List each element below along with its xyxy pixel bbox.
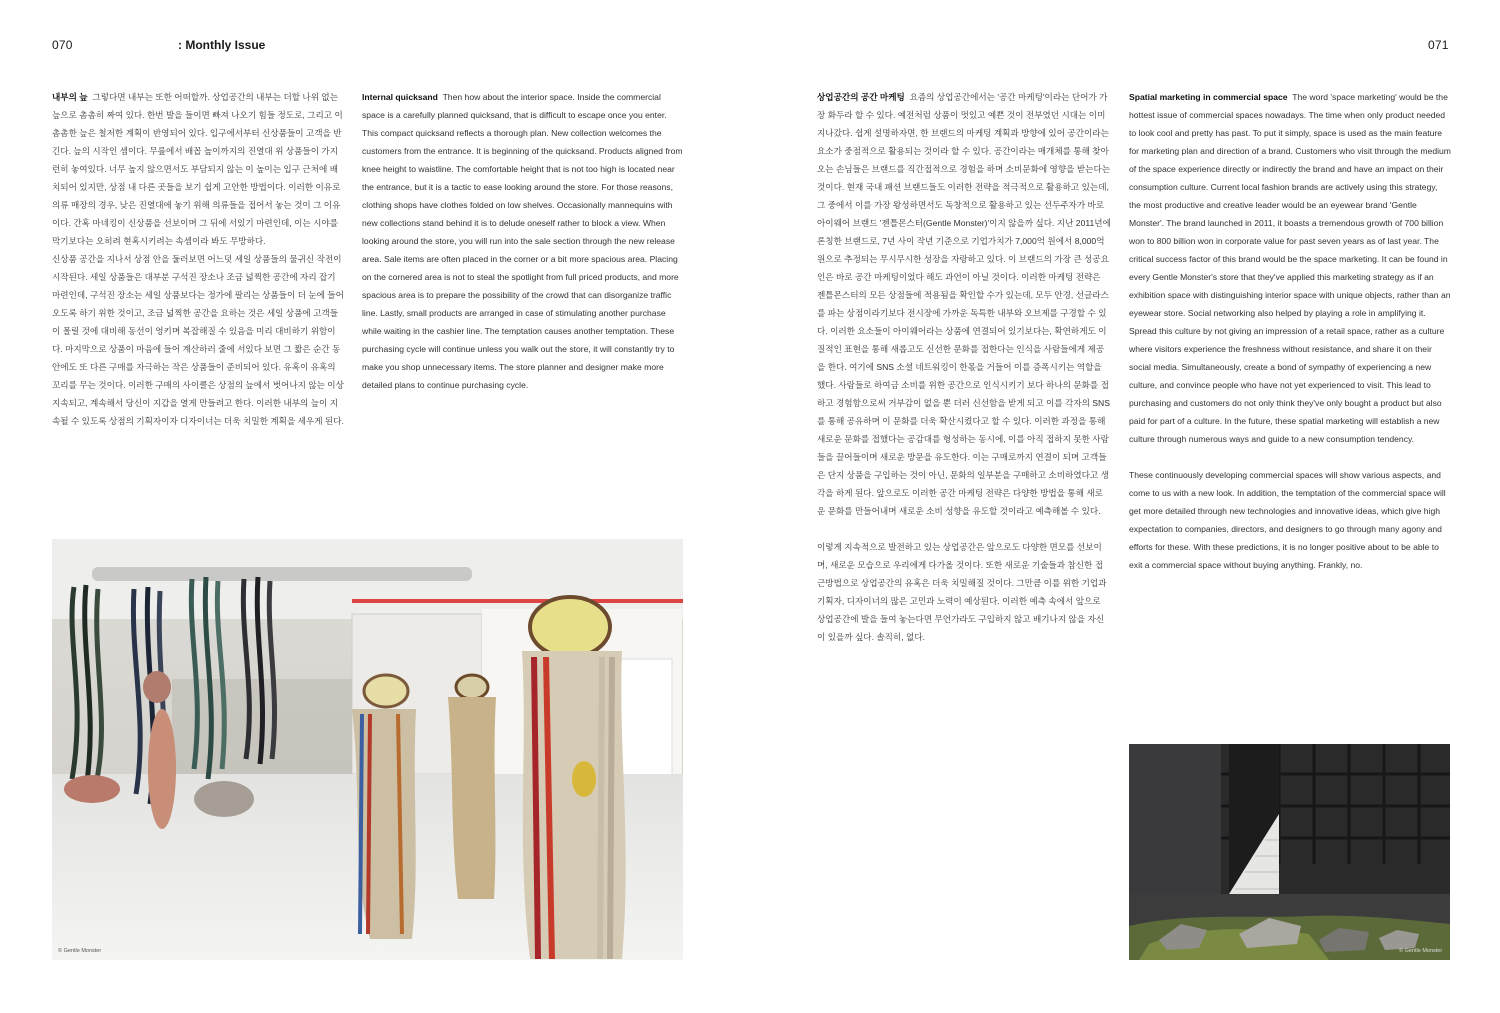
drum-figure-1 (352, 675, 416, 939)
section-title: : Monthly Issue (178, 38, 266, 52)
drum-figure-3 (522, 597, 626, 959)
right-korean-lead: 상업공간의 공간 마케팅 (817, 92, 905, 102)
right-english-paragraph-1: Spatial marketing in commercial space The word 'space marketing' would be the hottest issue of commercial spaces nowadays. The time when only product needed to look cool and pretty has past. To put it simply, space is used as the main feature for marketing plan and direction of a brand. Customers who visit through the medium of the space experience directly or indirectly the brand and have an impact on their consumption culture. Current local fashion brands are actively using this strategy, the most productive and creative leader would be an eyewear brand 'Gentle Monster'. The brand launched in 2011, it boasts a tremendous growth of 700 billion won to 800 billion won in corporate value for past seven years as of last year. The critical success factor of this brand would be the space marketing. It can be found in every Gentle Monster's store that they've applied this marketing strategy as if an exhibition space with distinguishing interior space with unique objects, rather than an eyewear store. Social networking also helped by playing a role in amplifying it. Spread this culture by not giving an impression of a retail space, rather as a culture where visitors experience the freshness without resistance, and share it on their social media. Simultaneously, create a bond of sympathy of experiencing a new culture, and convince people who have not yet experienced to visit. This lead to purchasing and customers do not only think they've only bought a product but also paid for part of a culture. In the future, these spatial marketing will establish a new culture through numerous ways and guide to a new consumption tendency. (1129, 92, 1451, 444)
store-interior-illustration (1129, 744, 1450, 960)
drum-figure-2 (448, 675, 496, 899)
store-installation-photo (52, 539, 683, 960)
right-korean-column (817, 88, 1111, 646)
left-korean-column (52, 88, 344, 430)
left-english-lead: Internal quicksand (362, 92, 438, 102)
left-korean-paragraph-1: 내부의 늪 그렇다면 내부는 또한 어떠할까. 상업공간의 내부는 더할 나위 없는 늪으로 촘촘히 짜여 있다. 한번 발을 들이면 빠져 나오기 힘들 정도로, 그리고 이 촘촘한 늪은 철저한 계획이 반영되어 있다. 입구에서부터 신상품들이 고객을 반긴다. 늪의 시작인 셈이다. 무릎에서 배꼽 높이까지의 진열대 위 상품들이 가지런히 놓여있다. 너무 높지 않으면서도 부담되지 않는 이 높이는 입구 근처에 배치되어 있지만, 상점 내 다른 곳들을 보기 쉽게 고안한 방법이다. 이러한 이유로 의류 매장의 경우, 낮은 진열대에 놓기 위해 의류들을 접어서 놓는 것이 그 이유이다. 간혹 마네킹이 신상품을 선보이며 그 뒤에 서있기 마련인데, 이는 시야를 막기보다는 오히려 현혹시키려는 속셈이라 봐도 무방하다. (52, 92, 343, 246)
right-english-column (1129, 88, 1451, 574)
left-page-number: 070 (52, 38, 73, 52)
left-english-column (362, 88, 684, 394)
store-installation-illustration (52, 539, 683, 960)
right-photo-credit: © Gentle Monster (1399, 948, 1443, 954)
left-english-paragraph: Internal quicksand Then how about the interior space. Inside the commercial space is a carefully planned quicksand, that is difficult to escape once you enter. This compact quicksand reflects a thorough plan. New collection welcomes the customers from the entrance. It is beginning of the quicksand. Products aligned from knee height to waistline. The comfortable height that is not too high is located near the entrance, but it is a tactic to ease looking around the store. For those reasons, clothing shops have clothes folded on low shelves. Occasionally mannequins with new collections stand behind it is to delude oneself rather to block a view. When looking around the store, you will run into the sale section through the new release area. Sale items are often placed in the corner or a bit more spacious area. Placing on the cornered area is not to steal the spotlight from full priced products, and more spacious area is to prepare the possibility of the crowd that can disorganize traffic line. Lastly, small products are arranged in case of stimulating another purchase while waiting in the cashier line. The temptation causes another temptation. These purchasing cycle will continue unless you walk out the store, it will constantly try to make you shop unnecessary items. The store planner and designer make more detailed plans to continue purchasing cycle. (362, 92, 683, 390)
store-interior-photo (1129, 744, 1450, 960)
left-korean-paragraph-2: 신상품 공간을 지나서 상점 안을 둘러보면 어느덧 세일 상품들의 물귀신 작전이 시작된다. 세일 상품들은 대부분 구석진 장소나 조금 넓찍한 공간에 자리 잡기 마련인데, 구석진 장소는 세일 상품보다는 정가에 팔리는 상품들이 더 눈에 들어오도록 하기 위한 것이고, 조금 넓찍한 공간을 요하는 것은 세일 상품에 고객들이 몰릴 것에 대비해 동선이 엉키며 복잡해질 수 있음을 미리 대비하기 위함이다. 마지막으로 상품이 마음에 들어 계산하러 줄에 서있다 보면 그 짧은 순간 동안에도 또 다른 구매를 자극하는 작은 상품들이 준비되어 있다. 유혹이 유혹의 꼬리를 무는 것이다. 이러한 구매의 사이클은 상점의 늪에서 벗어나지 않는 이상 지속되고, 계속해서 당신이 지갑을 열게 만들려고 한다. 이러한 내부의 늪이 지속될 수 있도록 상점의 기획자이자 디자이너는 더욱 치밀한 계획을 세우게 된다. (52, 254, 344, 426)
left-photo-credit: © Gentle Monster (58, 948, 102, 954)
right-english-paragraph-2: These continuously developing commercial spaces will show various aspects, and come to us with a new look. In addition, the temptation of the commercial space will get more detailed through new technologies and innovative ideas, which give high expectation to companies, directors, and designers to go through many agony and efforts for these. With these predictions, it is no longer positive about to be able to exit a commercial space without buying anything. Frankly, no. (1129, 470, 1446, 570)
right-english-lead: Spatial marketing in commercial space (1129, 92, 1288, 102)
left-korean-lead: 내부의 늪 (52, 92, 88, 102)
right-korean-paragraph-2: 이렇게 지속적으로 발전하고 있는 상업공간은 앞으로도 다양한 면모를 선보이며, 새로운 모습으로 우리에게 다가올 것이다. 또한 새로운 기술들과 참신한 접근방법으로 상업공간의 유혹은 더욱 치밀해질 것이다. 그만큼 이를 위한 기업과 기획자, 디자이너의 많은 고민과 노력이 예상된다. 이러한 예측 속에서 앞으로 상업공간에 발을 들여 놓는다면 무언가라도 구입하지 않고 배기나지 않을 자신이 있을까 싶다. 솔직히, 없다. (817, 542, 1107, 642)
right-korean-paragraph-1: 상업공간의 공간 마케팅 요즘의 상업공간에서는 '공간 마케팅'이라는 단어가 가장 화두라 할 수 있다. 예전처럼 상품이 멋있고 예쁜 것이 전부였던 시대는 이미 지나갔다. 쉽게 설명하자면, 한 브랜드의 마케팅 계획과 방향에 있어 공간이라는 요소가 중점적으로 활용되는 것이라 할 수 있다. 공간이라는 매개체를 통해 찾아오는 손님들은 브랜드를 직간접적으로 경험을 하며 소비문화에 영향을 받는다는 것이다. 현재 국내 패션 브랜드들도 이러한 전략을 적극적으로 활용하고 있는데, 그 중에서 이를 가장 왕성하면서도 독창적으로 활용하고 있는 선두주자가 바로 아이웨어 브랜드 '젠틀몬스터(Gentle Monster)'이지 않을까 싶다. 지난 2011년에 론칭한 브랜드로, 7년 사이 작년 기준으로 기업가치가 7,000억 원에서 8,000억 원으로 추정되는 무시무시한 성장을 자랑하고 있다. 이 브랜드의 가장 큰 성공요인은 바로 공간 마케팅이었다 해도 과언이 아닐 것이다. 이러한 마케팅 전략은 젠틀몬스터의 모든 상점들에 적용됨을 확인할 수가 있는데, 모두 안경, 선글라스를 파는 상점이라기보다 전시장에 가까운 독특한 내부와 오브제를 구경할 수 있다. 이러한 요소들이 아이웨어라는 상품에 연결되어 있기보다는, 확연하게도 이질적인 표현을 통해 새롭고도 신선한 문화를 접한다는 인식을 사람들에게 제공을 한다. 여기에 SNS 소셜 네트워킹이 한몫을 거들어 이를 증폭시키는 역할을 했다. 사람들로 하여금 소비를 위한 공간으로 인식시키기 보다 하나의 문화를 접하고 경험함으로써 거부감이 없을 뿐 더러 신선함을 받게 되고 이를 각자의 SNS를 통해 공유하며 이 문화를 더욱 확산시켰다고 할 수 있다. 이러한 과정을 통해 새로운 문화를 접했다는 공감대를 형성하는 동시에, 이를 아직 접하지 못한 사람들을 끌어들이며 새로운 방문을 유도한다. 이는 구매로까지 연결이 되며 고객들은 단지 상품을 구입하는 것이 아닌, 문화의 일부분을 구매하고 소비하였다고 생각을 하게 된다. 앞으로도 이러한 공간 마케팅 전략은 다양한 방법을 통해 새로운 문화를 만들어내며 새로운 소비 성향을 유도할 것이라고 예측해볼 수 있다. (817, 92, 1111, 516)
right-page-number: 071 (1428, 38, 1449, 52)
